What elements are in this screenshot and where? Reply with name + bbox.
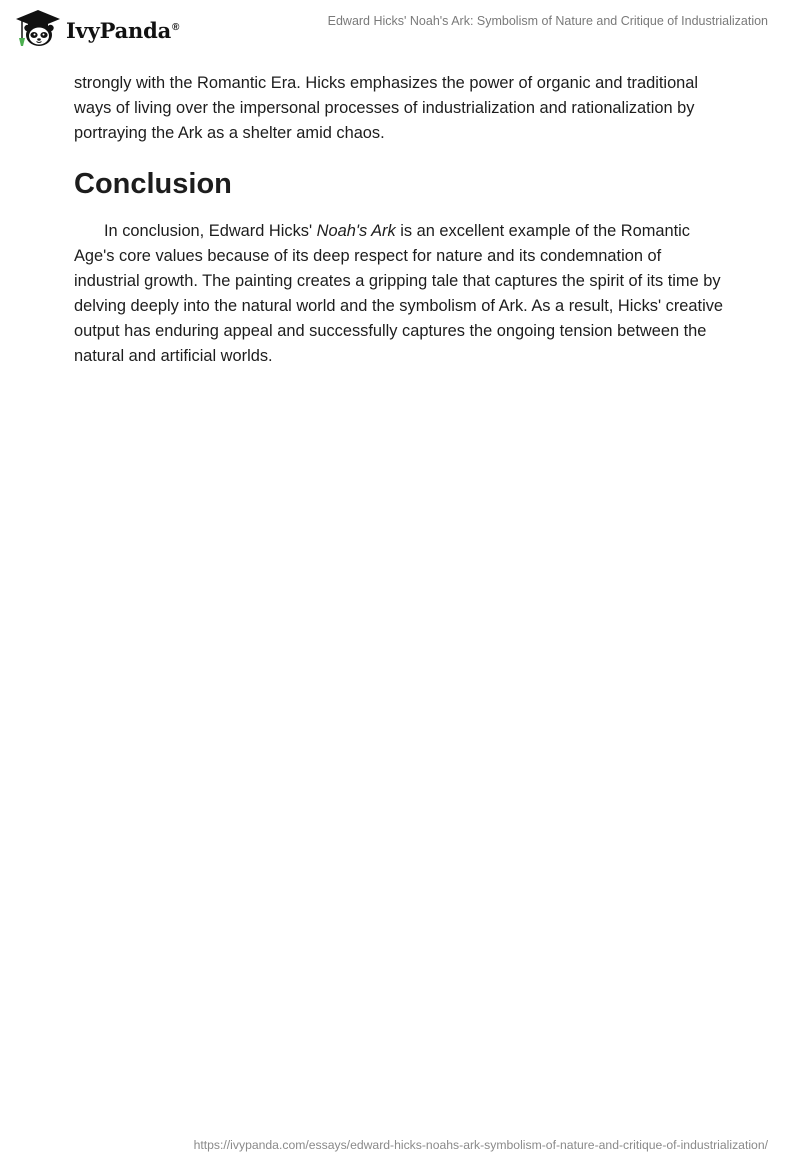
essay-content (74, 71, 724, 369)
page-header (0, 0, 800, 64)
logo-wordmark: IvyPanda® (66, 17, 180, 43)
conclusion-heading: Conclusion (74, 168, 232, 200)
continued-paragraph: strongly with the Romantic Era. Hicks emphasizes the power of organic and traditional ways of living over the impersonal processes of industrialization and rationalization by portraying the Ark as a shelter amid chaos. (74, 74, 699, 142)
panda-graduate-icon (14, 8, 62, 48)
conclusion-paragraph (74, 219, 724, 369)
registered-mark: ® (172, 21, 180, 33)
ivypanda-logo[interactable] (14, 8, 179, 48)
document-title: Edward Hicks' Noah's Ark: Symbolism of Nature and Critique of Industrialization (327, 14, 768, 28)
conclusion-text-start: In conclusion, Edward Hicks' (104, 222, 317, 240)
conclusion-text-end: is an excellent example of the Romantic Age's core values because of its deep respect for nature and its condemnation of industrial growth. The painting creates a gripping tale that captures the spirit of its time by delving deeply into the natural world and the symbolism of Ark. As a result, Hicks' creative output has enduring appeal and successfully captures the ongoing tension between the natural and artificial worlds. (74, 222, 724, 365)
painting-title: Noah's Ark (316, 222, 396, 240)
source-url[interactable]: https://ivypanda.com/essays/edward-hicks-noahs-ark-symbolism-of-nature-and-critique-of-industrialization/ (193, 1138, 768, 1152)
